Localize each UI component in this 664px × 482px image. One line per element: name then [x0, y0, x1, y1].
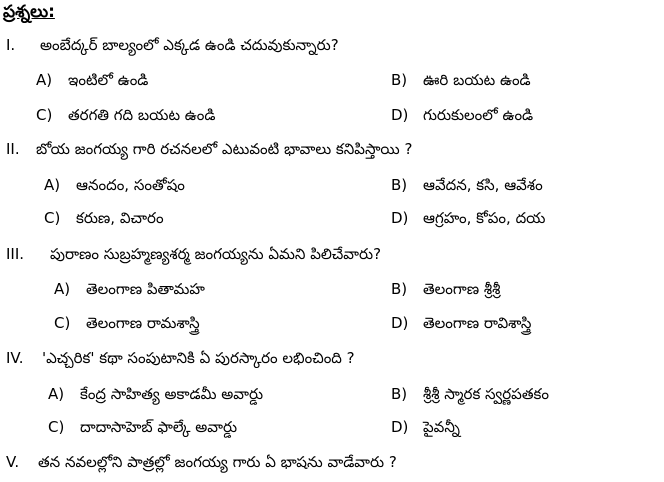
- option-3a[interactable]: [54, 280, 205, 302]
- option-2a[interactable]: [44, 176, 185, 198]
- option-text: తెలంగాణ పితామహ: [86, 280, 205, 298]
- option-label: D): [391, 418, 409, 436]
- option-3b[interactable]: [391, 280, 500, 302]
- option-text: గురుకులంలో ఉండి: [423, 106, 534, 124]
- option-label: B): [391, 71, 408, 89]
- option-label: C): [54, 314, 71, 332]
- option-label: A): [36, 71, 53, 89]
- question-text: పురాణం సుబ్రహ్మణ్యశర్మ జంగయ్యను ఏమని పిలిచేవారు?: [50, 245, 382, 263]
- question-number: I.: [6, 36, 16, 54]
- question-2: [6, 140, 412, 162]
- option-label: B): [391, 280, 408, 298]
- option-text: తెలంగాణ రామశాస్త్రి: [86, 314, 200, 332]
- question-number: III.: [6, 245, 25, 263]
- question-number: IV.: [6, 349, 24, 367]
- option-4d[interactable]: [391, 418, 460, 440]
- option-text: ఆగ్రహం, కోపం, దయ: [423, 209, 546, 227]
- option-4b[interactable]: [391, 385, 549, 407]
- option-3c[interactable]: [54, 314, 200, 336]
- question-text: 'ఎచ్చరిక' కథా సంపుటానికి ఏ పురస్కారం లభించింది ?: [42, 349, 355, 367]
- question-text: అంబేద్కర్ బాల్యంలో ఎక్కడ ఉండి చదువుకున్నారు?: [40, 36, 339, 54]
- option-text: పైవన్నీ: [423, 418, 460, 436]
- option-label: D): [391, 314, 409, 332]
- option-label: A): [44, 176, 61, 194]
- option-label: C): [36, 106, 53, 124]
- option-label: B): [391, 385, 408, 403]
- option-4a[interactable]: [48, 385, 263, 407]
- option-text: ఆవేదన, కసి, ఆవేశం: [423, 176, 543, 194]
- question-1: [6, 36, 339, 58]
- option-label: C): [44, 209, 61, 227]
- question-4: [6, 349, 355, 371]
- option-label: A): [48, 385, 65, 403]
- option-text: కరుణ, విచారం: [76, 209, 164, 227]
- option-text: శ్రీశ్రీ స్మారక స్వర్ణపతకం: [423, 385, 549, 403]
- option-label: A): [54, 280, 71, 298]
- option-1b[interactable]: [391, 71, 531, 93]
- question-number: II.: [6, 140, 20, 158]
- option-text: తెలంగాణ రావిశాస్త్రి: [423, 314, 532, 332]
- question-number: V.: [6, 453, 20, 471]
- option-label: D): [391, 209, 409, 227]
- question-text: తన నవలల్లోని పాత్రల్లో జంగయ్య గారు ఏ భాషను వాడేవారు ?: [38, 453, 397, 471]
- option-label: B): [391, 176, 408, 194]
- question-text: బోయ జంగయ్య గారి రచనలలో ఎటువంటి భావాలు కనిపిస్తాయి ?: [36, 140, 413, 158]
- page-title: ప్రశ్నలు:: [3, 2, 55, 22]
- option-1c[interactable]: [36, 106, 215, 128]
- option-text: తెలంగాణ శ్రీశ్రీ: [423, 280, 501, 298]
- question-5: [6, 453, 397, 475]
- option-4c[interactable]: [48, 418, 237, 440]
- option-1d[interactable]: [391, 106, 533, 128]
- question-3: [6, 245, 381, 267]
- option-label: D): [391, 106, 409, 124]
- option-1a[interactable]: [36, 71, 148, 93]
- option-text: తరగతి గది బయట ఉండి: [68, 106, 216, 124]
- option-2d[interactable]: [391, 209, 545, 231]
- option-3d[interactable]: [391, 314, 531, 336]
- option-text: దాదాసాహెబ్ ఫాల్కే అవార్డు: [80, 418, 238, 436]
- option-2c[interactable]: [44, 209, 164, 231]
- option-2b[interactable]: [391, 176, 543, 198]
- option-label: C): [48, 418, 65, 436]
- option-text: ఊరి బయట ఉండి: [423, 71, 531, 89]
- option-text: ఆనందం, సంతోషం: [76, 176, 185, 194]
- option-text: ఇంటిలో ఉండి: [68, 71, 149, 89]
- option-text: కేంద్ర సాహిత్య అకాడమీ అవార్డు: [80, 385, 264, 403]
